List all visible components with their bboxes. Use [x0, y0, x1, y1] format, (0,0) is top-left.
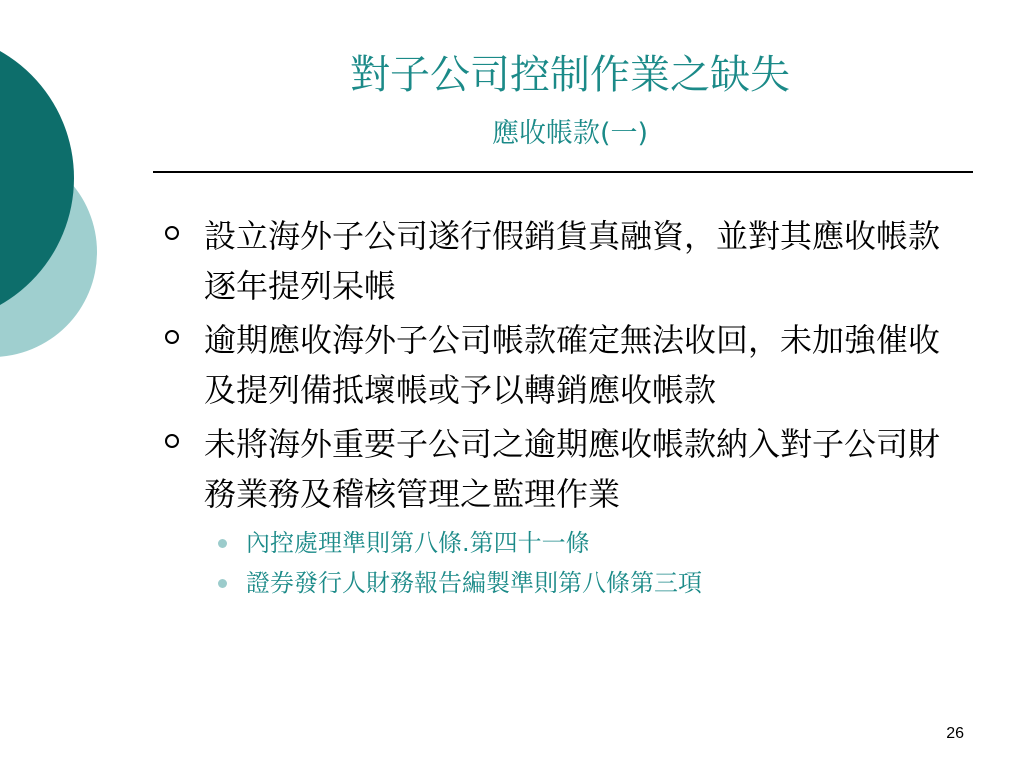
slide-body [165, 211, 965, 603]
light-teal-circle [0, 147, 97, 357]
sub-bullet-item [165, 523, 965, 563]
bullet-item [165, 315, 965, 415]
bullet-text: 未將海外重要子公司之逾期應收帳款納入對子公司財務業務及稽核管理之監理作業 [204, 425, 941, 513]
dot-bullet-icon [218, 539, 227, 548]
decorative-circles [0, 0, 160, 420]
page-number: 26 [946, 725, 964, 742]
bullet-item [165, 419, 965, 519]
sub-bullet-text: 內控處理準則第八條.第四十一條 [246, 529, 590, 557]
dark-teal-circle [0, 32, 74, 324]
bullet-text: 逾期應收海外子公司帳款確定無法收回，未加強催收及提列備抵壞帳或予以轉銷應收帳款 [204, 321, 941, 409]
hollow-circle-bullet-icon [165, 330, 179, 344]
slide-title: 對子公司控制作業之缺失 [350, 52, 790, 98]
bullet-text: 設立海外子公司遂行假銷貨真融資，並對其應收帳款逐年提列呆帳 [204, 217, 941, 305]
slide-subtitle: 應收帳款(一) [491, 118, 649, 149]
hollow-circle-bullet-icon [165, 434, 179, 448]
sub-bullet-item [165, 563, 965, 603]
title-divider [153, 171, 973, 173]
bullet-item [165, 211, 965, 311]
sub-bullet-text: 證券發行人財務報告編製準則第八條第三項 [246, 569, 702, 597]
hollow-circle-bullet-icon [165, 226, 179, 240]
dot-bullet-icon [218, 579, 227, 588]
sub-bullet-list [165, 523, 965, 603]
